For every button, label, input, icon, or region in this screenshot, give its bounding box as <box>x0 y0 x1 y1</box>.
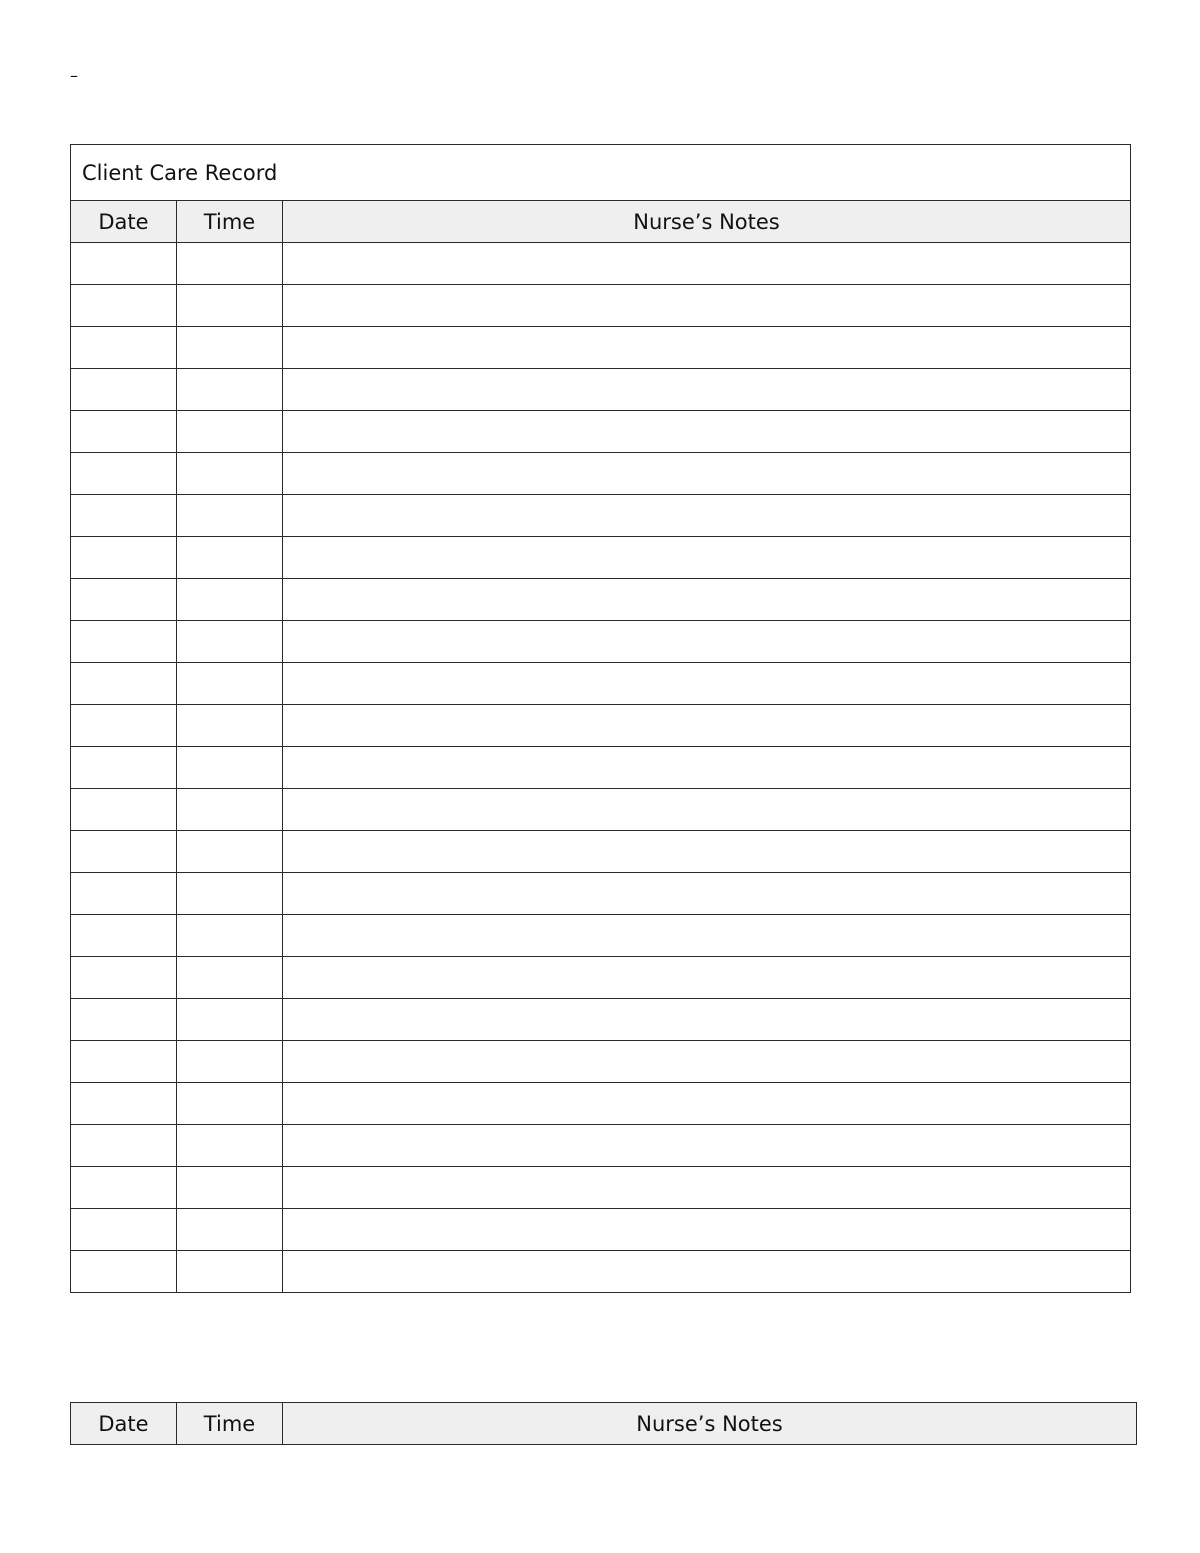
date-cell[interactable] <box>71 537 177 579</box>
page-mark: – <box>70 66 78 85</box>
date-cell[interactable] <box>71 1167 177 1209</box>
date-cell[interactable] <box>71 285 177 327</box>
date-cell[interactable] <box>71 999 177 1041</box>
table-row <box>71 537 1131 579</box>
date-cell[interactable] <box>71 453 177 495</box>
table-row <box>71 789 1131 831</box>
table-row <box>71 915 1131 957</box>
table-row <box>71 831 1131 873</box>
notes-cell[interactable] <box>283 1209 1131 1251</box>
time-cell[interactable] <box>177 1125 283 1167</box>
client-care-record-table <box>70 144 1131 1293</box>
time-cell[interactable] <box>177 369 283 411</box>
time-cell[interactable] <box>177 831 283 873</box>
time-cell[interactable] <box>177 999 283 1041</box>
time-cell[interactable] <box>177 621 283 663</box>
record-title: Client Care Record <box>71 145 1131 201</box>
notes-cell[interactable] <box>283 663 1131 705</box>
table-row <box>71 1209 1131 1251</box>
date-cell[interactable] <box>71 915 177 957</box>
notes-cell[interactable] <box>283 411 1131 453</box>
notes-cell[interactable] <box>283 579 1131 621</box>
time-cell[interactable] <box>177 1041 283 1083</box>
notes-cell[interactable] <box>283 369 1131 411</box>
table-row <box>71 663 1131 705</box>
table-row <box>71 579 1131 621</box>
time-cell[interactable] <box>177 243 283 285</box>
table-row <box>71 705 1131 747</box>
date-cell[interactable] <box>71 663 177 705</box>
date-cell[interactable] <box>71 1041 177 1083</box>
notes-cell[interactable] <box>283 1125 1131 1167</box>
date-cell[interactable] <box>71 747 177 789</box>
table-row <box>71 1167 1131 1209</box>
notes-cell[interactable] <box>283 957 1131 999</box>
notes-cell[interactable] <box>283 999 1131 1041</box>
date-cell[interactable] <box>71 1083 177 1125</box>
date-cell[interactable] <box>71 621 177 663</box>
table-row <box>71 453 1131 495</box>
time-cell[interactable] <box>177 1083 283 1125</box>
table-row <box>71 243 1131 285</box>
time-cell[interactable] <box>177 1251 283 1293</box>
time-cell[interactable] <box>177 1167 283 1209</box>
table-row <box>71 495 1131 537</box>
notes-cell[interactable] <box>283 789 1131 831</box>
date-cell[interactable] <box>71 873 177 915</box>
continuation-table <box>70 1402 1137 1445</box>
time-cell[interactable] <box>177 495 283 537</box>
date-column-header: Date <box>71 1403 177 1445</box>
date-cell[interactable] <box>71 495 177 537</box>
date-cell[interactable] <box>71 579 177 621</box>
record-body <box>71 243 1131 1293</box>
table-row <box>71 411 1131 453</box>
date-column-header: Date <box>71 201 177 243</box>
table-row <box>71 999 1131 1041</box>
notes-cell[interactable] <box>283 747 1131 789</box>
table-row <box>71 873 1131 915</box>
table-row <box>71 285 1131 327</box>
date-cell[interactable] <box>71 411 177 453</box>
time-cell[interactable] <box>177 873 283 915</box>
date-cell[interactable] <box>71 831 177 873</box>
time-cell[interactable] <box>177 957 283 999</box>
notes-cell[interactable] <box>283 1167 1131 1209</box>
time-cell[interactable] <box>177 915 283 957</box>
notes-cell[interactable] <box>283 915 1131 957</box>
time-cell[interactable] <box>177 285 283 327</box>
date-cell[interactable] <box>71 369 177 411</box>
date-cell[interactable] <box>71 327 177 369</box>
time-cell[interactable] <box>177 705 283 747</box>
table-row <box>71 1125 1131 1167</box>
nurses-notes-column-header: Nurse’s Notes <box>283 201 1131 243</box>
date-cell[interactable] <box>71 1125 177 1167</box>
date-cell[interactable] <box>71 1251 177 1293</box>
notes-cell[interactable] <box>283 453 1131 495</box>
notes-cell[interactable] <box>283 705 1131 747</box>
table-row <box>71 747 1131 789</box>
date-cell[interactable] <box>71 1209 177 1251</box>
notes-cell[interactable] <box>283 1083 1131 1125</box>
time-cell[interactable] <box>177 453 283 495</box>
table-row <box>71 621 1131 663</box>
notes-cell[interactable] <box>283 495 1131 537</box>
table-row <box>71 1251 1131 1293</box>
time-cell[interactable] <box>177 747 283 789</box>
date-cell[interactable] <box>71 705 177 747</box>
notes-cell[interactable] <box>283 873 1131 915</box>
notes-cell[interactable] <box>283 831 1131 873</box>
notes-cell[interactable] <box>283 621 1131 663</box>
table-row <box>71 1083 1131 1125</box>
time-cell[interactable] <box>177 789 283 831</box>
table-row <box>71 369 1131 411</box>
notes-cell[interactable] <box>283 243 1131 285</box>
time-cell[interactable] <box>177 1209 283 1251</box>
time-cell[interactable] <box>177 411 283 453</box>
notes-cell[interactable] <box>283 327 1131 369</box>
nurses-notes-column-header: Nurse’s Notes <box>283 1403 1137 1445</box>
notes-cell[interactable] <box>283 537 1131 579</box>
table-row <box>71 1041 1131 1083</box>
time-cell[interactable] <box>177 537 283 579</box>
time-cell[interactable] <box>177 579 283 621</box>
date-cell[interactable] <box>71 789 177 831</box>
table-row <box>71 957 1131 999</box>
time-cell[interactable] <box>177 327 283 369</box>
notes-cell[interactable] <box>283 1251 1131 1293</box>
time-column-header: Time <box>177 201 283 243</box>
table-row <box>71 327 1131 369</box>
notes-cell[interactable] <box>283 285 1131 327</box>
time-cell[interactable] <box>177 663 283 705</box>
notes-cell[interactable] <box>283 1041 1131 1083</box>
date-cell[interactable] <box>71 243 177 285</box>
date-cell[interactable] <box>71 957 177 999</box>
time-column-header: Time <box>177 1403 283 1445</box>
